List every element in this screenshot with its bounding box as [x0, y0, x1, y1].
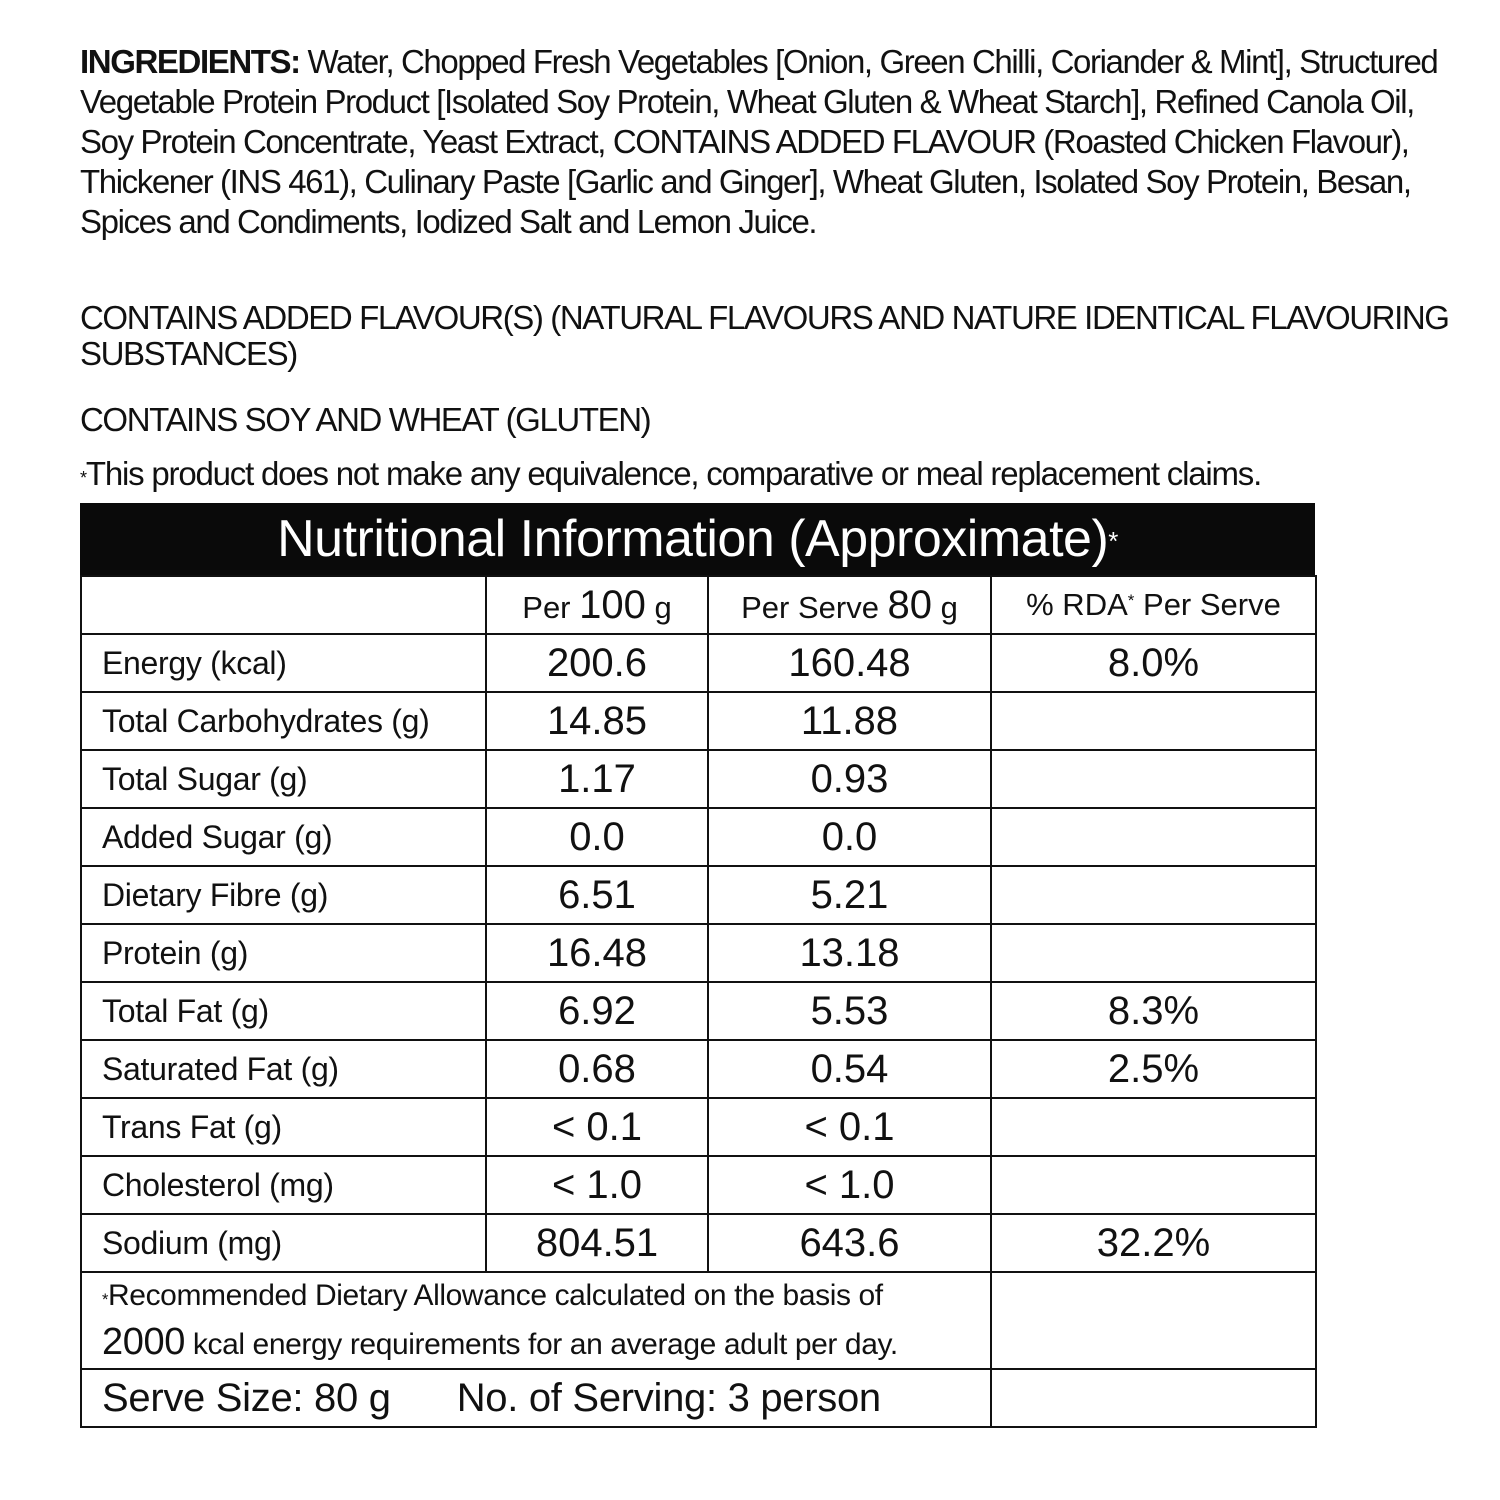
serving-info-empty-cell	[991, 1369, 1316, 1427]
nutrient-row	[81, 924, 1316, 982]
nutrient-per-100g: < 1.0	[486, 1156, 708, 1214]
header-rda-suffix: Per Serve	[1134, 587, 1281, 622]
serve-size: Serve Size: 80 g	[102, 1375, 391, 1420]
nutrient-per-100g: 6.51	[486, 866, 708, 924]
nutrient-label: Trans Fat (g)	[81, 1098, 486, 1156]
nutrient-rda	[991, 692, 1316, 750]
rda-footnote-line1: Recommended Dietary Allowance calculated on the basis of	[108, 1279, 883, 1312]
nutrient-per-serve: 160.48	[708, 634, 991, 692]
nutrient-row	[81, 1156, 1316, 1214]
header-per-100g-prefix: Per	[522, 589, 580, 625]
nutrient-per-serve: 5.21	[708, 866, 991, 924]
number-of-servings: No. of Serving: 3 person	[456, 1375, 881, 1420]
header-per-serve-unit: g	[932, 589, 958, 625]
header-per-serve	[708, 576, 991, 634]
nutrient-label: Total Fat (g)	[81, 982, 486, 1040]
nutrient-rda	[991, 924, 1316, 982]
nutrient-rda: 32.2%	[991, 1214, 1316, 1272]
serving-info-row	[81, 1369, 1316, 1427]
nutrient-label: Protein (g)	[81, 924, 486, 982]
nutrient-per-100g: 0.0	[486, 808, 708, 866]
header-per-100g	[486, 576, 708, 634]
nutrient-label: Saturated Fat (g)	[81, 1040, 486, 1098]
nutrition-title	[80, 503, 1315, 575]
nutrient-rda	[991, 866, 1316, 924]
nutrient-per-serve: < 1.0	[708, 1156, 991, 1214]
header-per-100g-unit: g	[645, 589, 672, 625]
nutrient-per-100g: 1.17	[486, 750, 708, 808]
rda-footnote-row	[81, 1272, 1316, 1369]
nutrient-row	[81, 634, 1316, 692]
nutrient-rda	[991, 808, 1316, 866]
nutrient-row	[81, 1098, 1316, 1156]
nutrient-per-100g: 0.68	[486, 1040, 708, 1098]
nutrient-per-100g: 6.92	[486, 982, 708, 1040]
header-per-serve-prefix: Per Serve	[741, 589, 888, 625]
nutrient-rda	[991, 750, 1316, 808]
nutrient-per-100g: < 0.1	[486, 1098, 708, 1156]
nutrient-rda	[991, 1098, 1316, 1156]
nutrient-row	[81, 866, 1316, 924]
nutrient-label: Total Sugar (g)	[81, 750, 486, 808]
nutrient-row	[81, 692, 1316, 750]
header-rda-prefix: % RDA	[1026, 587, 1128, 622]
nutrient-row	[81, 1214, 1316, 1272]
nutrient-per-serve: 0.93	[708, 750, 991, 808]
rda-footnote-asterisk: *	[102, 1291, 109, 1309]
rda-footnote-amount: 2000	[102, 1321, 185, 1363]
nutrient-rda: 2.5%	[991, 1040, 1316, 1098]
nutrient-per-100g: 804.51	[486, 1214, 708, 1272]
nutrient-per-100g: 200.6	[486, 634, 708, 692]
nutrition-title-text: Nutritional Information (Approximate)	[277, 510, 1109, 568]
header-empty-cell	[81, 576, 486, 634]
nutrient-rda	[991, 1156, 1316, 1214]
nutrient-label: Cholesterol (mg)	[81, 1156, 486, 1214]
rda-footnote-line2: kcal energy requirements for an average adult per day.	[184, 1328, 898, 1361]
nutrition-panel	[80, 503, 1315, 1428]
nutrient-row	[81, 982, 1316, 1040]
rda-footnote-empty-cell	[991, 1272, 1316, 1369]
serving-info	[81, 1369, 991, 1427]
header-per-100g-amount: 100	[579, 582, 646, 627]
nutrient-per-serve: 11.88	[708, 692, 991, 750]
nutrient-per-100g: 14.85	[486, 692, 708, 750]
nutrient-label: Energy (kcal)	[81, 634, 486, 692]
nutrient-label: Added Sugar (g)	[81, 808, 486, 866]
ingredients-heading: INGREDIENTS:	[80, 43, 300, 80]
nutrient-per-serve: 5.53	[708, 982, 991, 1040]
header-per-serve-amount: 80	[887, 582, 933, 627]
added-flavours-statement: CONTAINS ADDED FLAVOUR(S) (NATURAL FLAVOURS AND NATURE IDENTICAL FLAVOURING SUBSTANCES)	[80, 299, 1449, 372]
ingredients-statement	[80, 42, 1450, 242]
header-rda-asterisk: *	[1127, 591, 1135, 610]
nutrient-per-serve: 0.54	[708, 1040, 991, 1098]
allergen-statement: CONTAINS SOY AND WHEAT (GLUTEN)	[80, 401, 651, 438]
nutrition-title-asterisk: *	[1108, 526, 1118, 556]
nutrient-rda: 8.3%	[991, 982, 1316, 1040]
claim-asterisk: *	[80, 468, 86, 488]
nutrient-per-100g: 16.48	[486, 924, 708, 982]
nutrient-row	[81, 750, 1316, 808]
claim-text: This product does not make any equivalence, comparative or meal replacement claims.	[85, 455, 1262, 492]
nutrient-per-serve: < 0.1	[708, 1098, 991, 1156]
nutrition-header-row	[81, 576, 1316, 634]
nutrient-per-serve: 643.6	[708, 1214, 991, 1272]
nutrient-row	[81, 808, 1316, 866]
header-rda-per-serve	[991, 576, 1316, 634]
nutrient-per-serve: 13.18	[708, 924, 991, 982]
nutrient-label: Sodium (mg)	[81, 1214, 486, 1272]
nutrient-label: Total Carbohydrates (g)	[81, 692, 486, 750]
nutrient-per-serve: 0.0	[708, 808, 991, 866]
claim-disclaimer	[80, 452, 1450, 496]
rda-footnote	[81, 1272, 991, 1369]
nutrition-table	[80, 575, 1317, 1428]
ingredients-list: Water, Chopped Fresh Vegetables [Onion, Green Chilli, Coriander & Mint], Structured Vegetable Protein Product [Isolated Soy Protein, Wheat Gluten & Wheat Starch], Refined Canola Oil, Soy Protein Concentrate, Yeast Extract, CONTAINS ADDED FLAVOUR (Roasted Chicken Flavour), Thickener (INS 461), Culinary Paste [Garlic and Ginger], Wheat Gluten, Isolated Soy Protein, Besan, Spices and Condiments, Iodized Salt and Lemon Juice.	[80, 43, 1438, 240]
nutrient-label: Dietary Fibre (g)	[81, 866, 486, 924]
nutrient-rda: 8.0%	[991, 634, 1316, 692]
nutrient-row	[81, 1040, 1316, 1098]
